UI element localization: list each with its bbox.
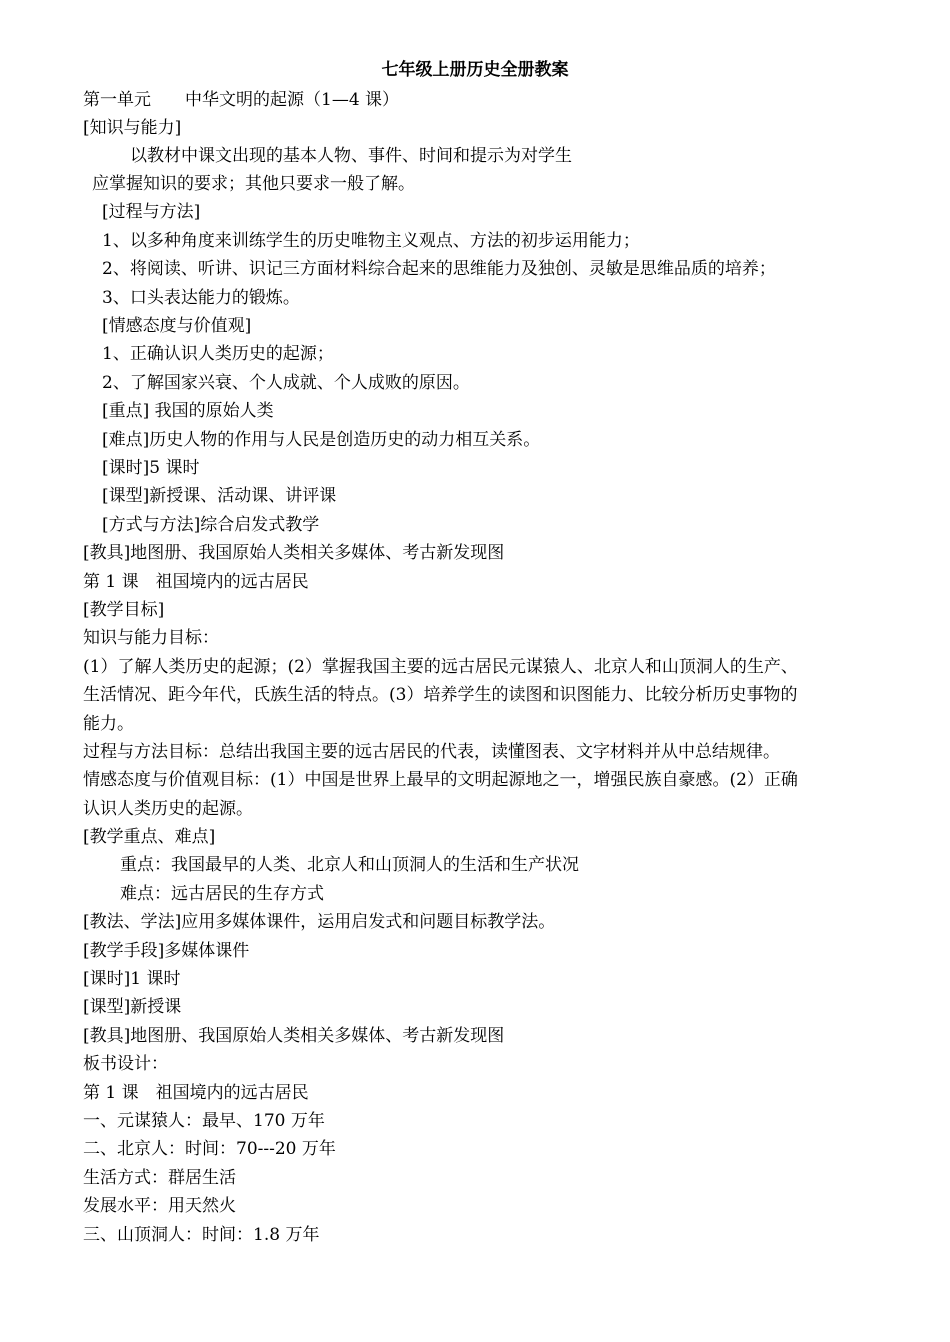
section-label-process: [过程与方法] bbox=[102, 202, 201, 222]
text-line: 生活情况、距今年代，氏族生活的特点。(3）培养学生的读图和识图能力、比较分析历史事物的 bbox=[83, 685, 798, 705]
section-label-key-difficult: [教学重点、难点] bbox=[83, 827, 216, 847]
method-line: [方式与方法]综合启发式教学 bbox=[102, 515, 320, 535]
text-line: 三、山顶洞人：时间：1.8 万年 bbox=[83, 1225, 320, 1245]
text-line: 难点：远古居民的生存方式 bbox=[120, 884, 324, 904]
difficulty-line: [难点]历史人物的作用与人民是创造历史的动力相互关系。 bbox=[102, 430, 541, 450]
list-item: 2、将阅读、听讲、识记三方面材料综合起来的思维能力及独创、灵敏是思维品质的培养； bbox=[102, 259, 776, 279]
class-hours-line: [课时]5 课时 bbox=[102, 458, 200, 478]
text-line: 知识与能力目标： bbox=[83, 628, 219, 648]
list-item: 3、口头表达能力的锻炼。 bbox=[102, 288, 300, 308]
text-line: 第 1 课 祖国境内的远古居民 bbox=[83, 1083, 309, 1103]
text-line: [教学手段]多媒体课件 bbox=[83, 941, 250, 961]
text-line: 情感态度与价值观目标：(1）中国是世界上最早的文明起源地之一，增强民族自豪感。(2）正确 bbox=[83, 770, 798, 790]
list-item: 1、以多种角度来训练学生的历史唯物主义观点、方法的初步运用能力； bbox=[102, 231, 640, 251]
text-line: 以教材中课文出现的基本人物、事件、时间和提示为对学生 bbox=[130, 146, 572, 166]
section-label-knowledge: [知识与能力] bbox=[83, 118, 182, 138]
text-line: 二、北京人：时间：70---20 万年 bbox=[83, 1139, 336, 1159]
text-line: [课型]新授课 bbox=[83, 997, 182, 1017]
text-line: 能力。 bbox=[83, 714, 134, 734]
document-title: 七年级上册历史全册教案 bbox=[381, 60, 569, 80]
section-label-emotion: [情感态度与价值观] bbox=[102, 316, 252, 336]
text-line: 应掌握知识的要求；其他只要求一般了解。 bbox=[92, 174, 415, 194]
text-line: 发展水平：用天然火 bbox=[83, 1196, 236, 1216]
lesson-type-line: [课型]新授课、活动课、讲评课 bbox=[102, 486, 337, 506]
text-line: 一、元谋猿人：最早、170 万年 bbox=[83, 1111, 325, 1131]
text-line: 过程与方法目标：总结出我国主要的远古居民的代表，读懂图表、文字材料并从中总结规律。 bbox=[83, 742, 780, 762]
text-line: [课时]1 课时 bbox=[83, 969, 181, 989]
text-line: [教法、学法]应用多媒体课件，运用启发式和问题目标教学法。 bbox=[83, 912, 556, 932]
section-label-objectives: [教学目标] bbox=[83, 600, 165, 620]
unit-heading: 第一单元 中华文明的起源（1—4 课） bbox=[83, 90, 400, 110]
text-line: 认识人类历史的起源。 bbox=[83, 799, 253, 819]
list-item: 2、了解国家兴衰、个人成就、个人成败的原因。 bbox=[102, 373, 470, 393]
lesson-heading: 第 1 课 祖国境内的远古居民 bbox=[83, 572, 309, 592]
list-item: 1、正确认识人类历史的起源； bbox=[102, 344, 334, 364]
key-point-line: [重点] 我国的原始人类 bbox=[102, 401, 274, 421]
text-line: 重点：我国最早的人类、北京人和山顶洞人的生活和生产状况 bbox=[120, 855, 579, 875]
teaching-aids-line: [教具]地图册、我国原始人类相关多媒体、考古新发现图 bbox=[83, 543, 505, 563]
text-line: [教具]地图册、我国原始人类相关多媒体、考古新发现图 bbox=[83, 1026, 505, 1046]
text-line: (1）了解人类历史的起源；(2）掌握我国主要的远古居民元谋猿人、北京人和山顶洞人的生产、 bbox=[83, 657, 798, 677]
text-line: 生活方式：群居生活 bbox=[83, 1168, 236, 1188]
board-design-label: 板书设计： bbox=[83, 1054, 168, 1074]
